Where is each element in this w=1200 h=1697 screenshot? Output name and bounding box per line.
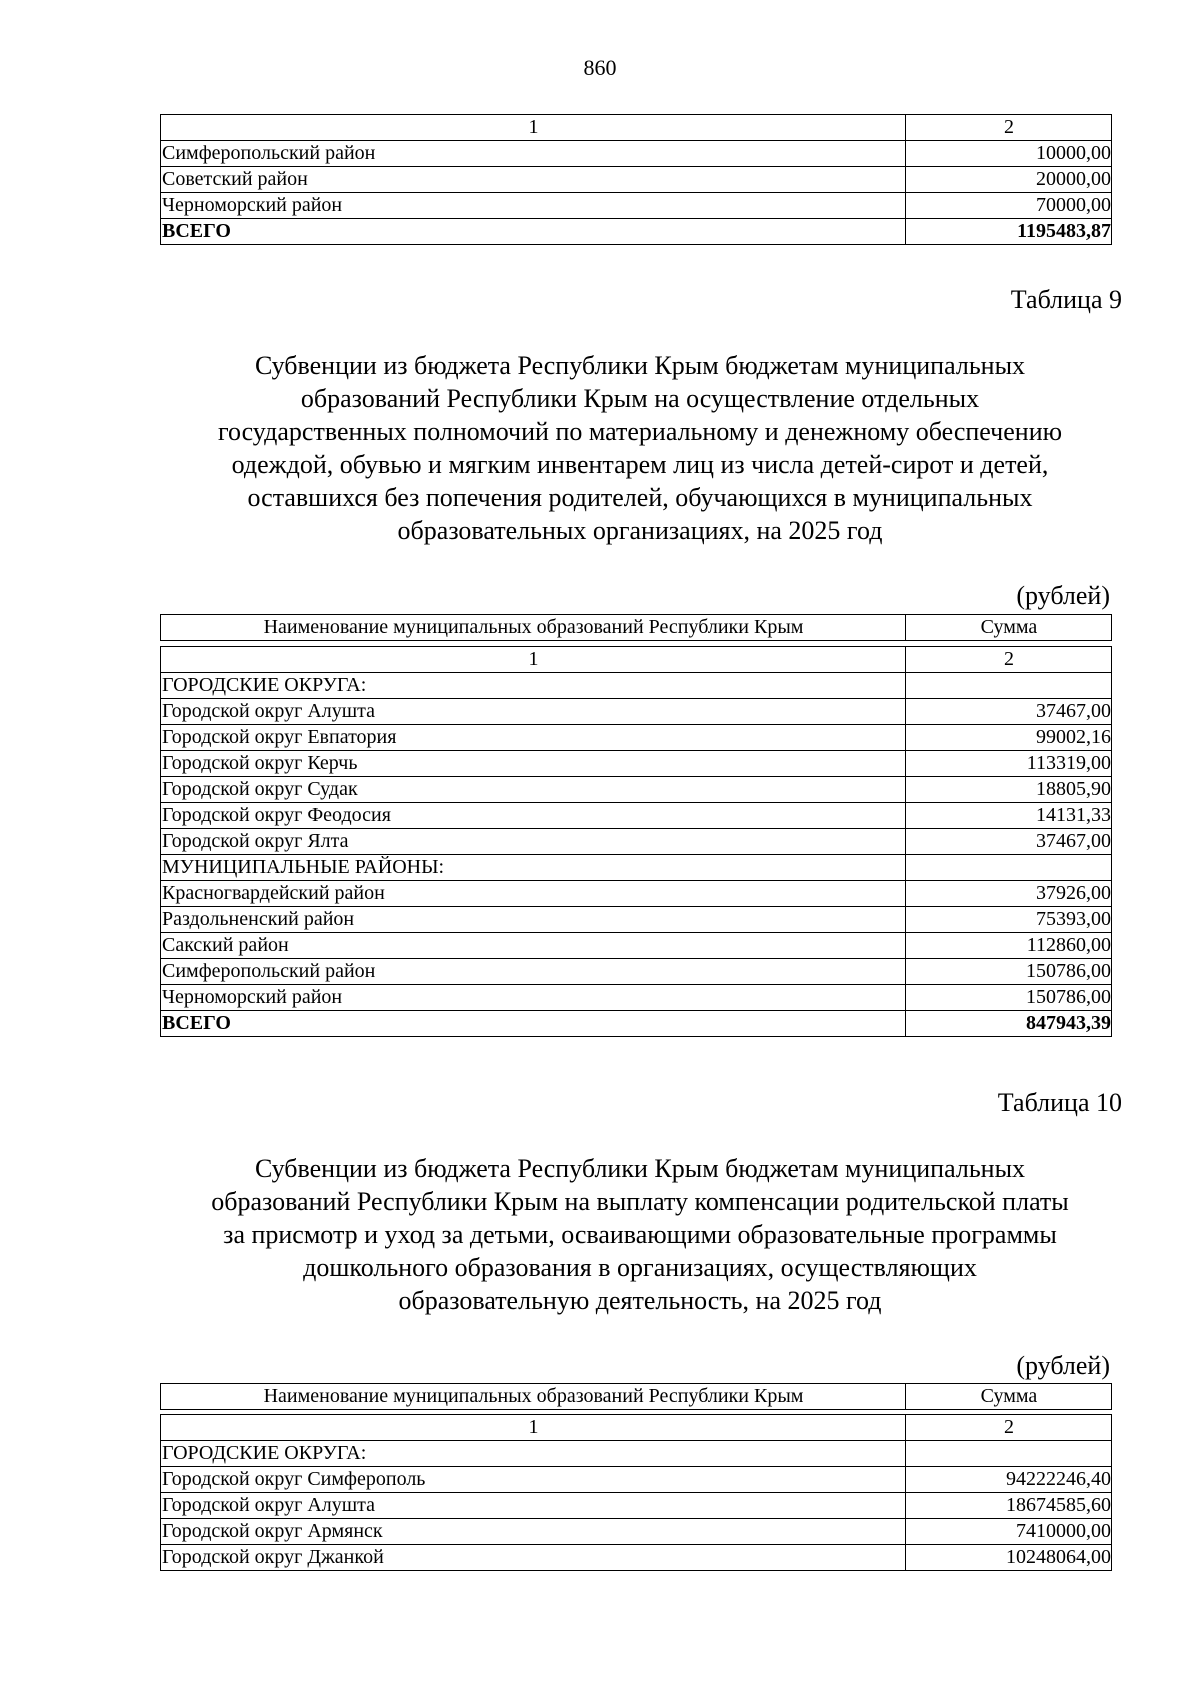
- table-row: [161, 803, 1112, 829]
- amount: 150786,00: [906, 985, 1112, 1011]
- amount: 37467,00: [906, 699, 1112, 725]
- table-9: [160, 646, 1112, 1037]
- index-cell: 2: [906, 647, 1112, 673]
- municipality-name: Сакский район: [161, 933, 906, 959]
- page-number: 860: [583, 55, 617, 80]
- amount: [906, 1441, 1112, 1467]
- municipality-name: ГОРОДСКИЕ ОКРУГА:: [161, 1441, 906, 1467]
- municipality-name: Раздольненский район: [161, 907, 906, 933]
- table-9-title: [160, 349, 1120, 547]
- municipality-name: Симферопольский район: [161, 959, 906, 985]
- total-label: ВСЕГО: [161, 1011, 906, 1037]
- column-header-name: Наименование муниципальных образований Республики Крым: [161, 615, 906, 641]
- index-cell: 2: [906, 115, 1112, 141]
- table-row: [161, 673, 1112, 699]
- municipality-name: Городской округ Армянск: [161, 1519, 906, 1545]
- table-row: [161, 881, 1112, 907]
- table-10-body: [161, 1415, 1112, 1571]
- title-line: государственных полномочий по материальному и денежному обеспечению: [217, 417, 1063, 446]
- table-9-label: Таблица 9: [1010, 285, 1122, 314]
- total-amount: 847943,39: [906, 1011, 1112, 1037]
- municipality-name: Городской округ Симферополь: [161, 1467, 906, 1493]
- amount: 113319,00: [906, 751, 1112, 777]
- municipality-name: Черноморский район: [161, 985, 906, 1011]
- table-row: [161, 1545, 1112, 1571]
- table-10: [160, 1414, 1112, 1571]
- table-row: [161, 777, 1112, 803]
- municipality-name: Красногвардейский район: [161, 881, 906, 907]
- title-line: оставшихся без попечения родителей, обучающихся в муниципальных: [247, 483, 1033, 512]
- continued-table-body: [161, 115, 1112, 245]
- municipality-name: ГОРОДСКИЕ ОКРУГА:: [161, 673, 906, 699]
- column-header-name: Наименование муниципальных образований Республики Крым: [161, 1384, 906, 1410]
- table-10-title: [160, 1152, 1120, 1317]
- municipality-name: Городской округ Евпатория: [161, 725, 906, 751]
- column-header-sum: Сумма: [906, 615, 1112, 641]
- amount: 20000,00: [906, 167, 1112, 193]
- amount: 99002,16: [906, 725, 1112, 751]
- amount: 7410000,00: [906, 1519, 1112, 1545]
- table-10-unit: (рублей): [1016, 1351, 1110, 1380]
- municipality-name: Симферопольский район: [161, 141, 906, 167]
- index-row: [161, 115, 1112, 141]
- index-row: [161, 1415, 1112, 1441]
- municipality-name: Городской округ Судак: [161, 777, 906, 803]
- table-9-header: [160, 614, 1112, 641]
- total-amount: 1195483,87: [906, 219, 1112, 245]
- table-row: [161, 699, 1112, 725]
- municipality-name: Советский район: [161, 167, 906, 193]
- continued-table: [160, 114, 1112, 245]
- index-cell: 2: [906, 1415, 1112, 1441]
- table-row: [161, 855, 1112, 881]
- index-cell: 1: [161, 115, 906, 141]
- table-row: [161, 1441, 1112, 1467]
- title-line: Субвенции из бюджета Республики Крым бюджетам муниципальных: [254, 1154, 1026, 1183]
- amount: 94222246,40: [906, 1467, 1112, 1493]
- table-row: [161, 1467, 1112, 1493]
- index-cell: 1: [161, 647, 906, 673]
- amount: 37926,00: [906, 881, 1112, 907]
- table-row: [161, 141, 1112, 167]
- table-row: [161, 751, 1112, 777]
- amount: 70000,00: [906, 193, 1112, 219]
- table-row: [161, 1519, 1112, 1545]
- amount: 37467,00: [906, 829, 1112, 855]
- table-row: [161, 985, 1112, 1011]
- municipality-name: Черноморский район: [161, 193, 906, 219]
- table-row: [161, 959, 1112, 985]
- table-row: [161, 167, 1112, 193]
- total-row: [161, 1011, 1112, 1037]
- amount: 10000,00: [906, 141, 1112, 167]
- title-line: Субвенции из бюджета Республики Крым бюджетам муниципальных: [254, 351, 1026, 380]
- amount: 75393,00: [906, 907, 1112, 933]
- table-9-unit: (рублей): [1016, 581, 1110, 610]
- title-line: за присмотр и уход за детьми, осваивающими образовательные программы: [223, 1220, 1057, 1249]
- table-row: [161, 725, 1112, 751]
- municipality-name: Городской округ Джанкой: [161, 1545, 906, 1571]
- total-label: ВСЕГО: [161, 219, 906, 245]
- index-cell: 1: [161, 1415, 906, 1441]
- index-row: [161, 647, 1112, 673]
- table-10-header: [160, 1383, 1112, 1410]
- column-header-sum: Сумма: [906, 1384, 1112, 1410]
- municipality-name: Городской округ Феодосия: [161, 803, 906, 829]
- table-row: [161, 193, 1112, 219]
- amount: 10248064,00: [906, 1545, 1112, 1571]
- table-row: [161, 907, 1112, 933]
- title-line: образовательных организациях, на 2025 год: [397, 516, 883, 545]
- amount: 112860,00: [906, 933, 1112, 959]
- table-row: [161, 829, 1112, 855]
- title-line: образований Республики Крым на осуществление отдельных: [300, 384, 980, 413]
- municipality-name: Городской округ Ялта: [161, 829, 906, 855]
- table-row: [161, 1493, 1112, 1519]
- municipality-name: МУНИЦИПАЛЬНЫЕ РАЙОНЫ:: [161, 855, 906, 881]
- amount: 18674585,60: [906, 1493, 1112, 1519]
- amount: [906, 673, 1112, 699]
- title-line: образовательную деятельность, на 2025 год: [398, 1286, 882, 1315]
- amount: 18805,90: [906, 777, 1112, 803]
- municipality-name: Городской округ Керчь: [161, 751, 906, 777]
- table-10-label: Таблица 10: [997, 1088, 1122, 1117]
- table-row: [161, 933, 1112, 959]
- amount: 150786,00: [906, 959, 1112, 985]
- municipality-name: Городской округ Алушта: [161, 1493, 906, 1519]
- municipality-name: Городской округ Алушта: [161, 699, 906, 725]
- amount: 14131,33: [906, 803, 1112, 829]
- total-row: [161, 219, 1112, 245]
- table-9-body: [161, 647, 1112, 1037]
- title-line: образований Республики Крым на выплату компенсации родительской платы: [211, 1187, 1069, 1216]
- title-line: одеждой, обувью и мягким инвентарем лиц из числа детей-сирот и детей,: [231, 450, 1049, 479]
- amount: [906, 855, 1112, 881]
- title-line: дошкольного образования в организациях, осуществляющих: [303, 1253, 977, 1282]
